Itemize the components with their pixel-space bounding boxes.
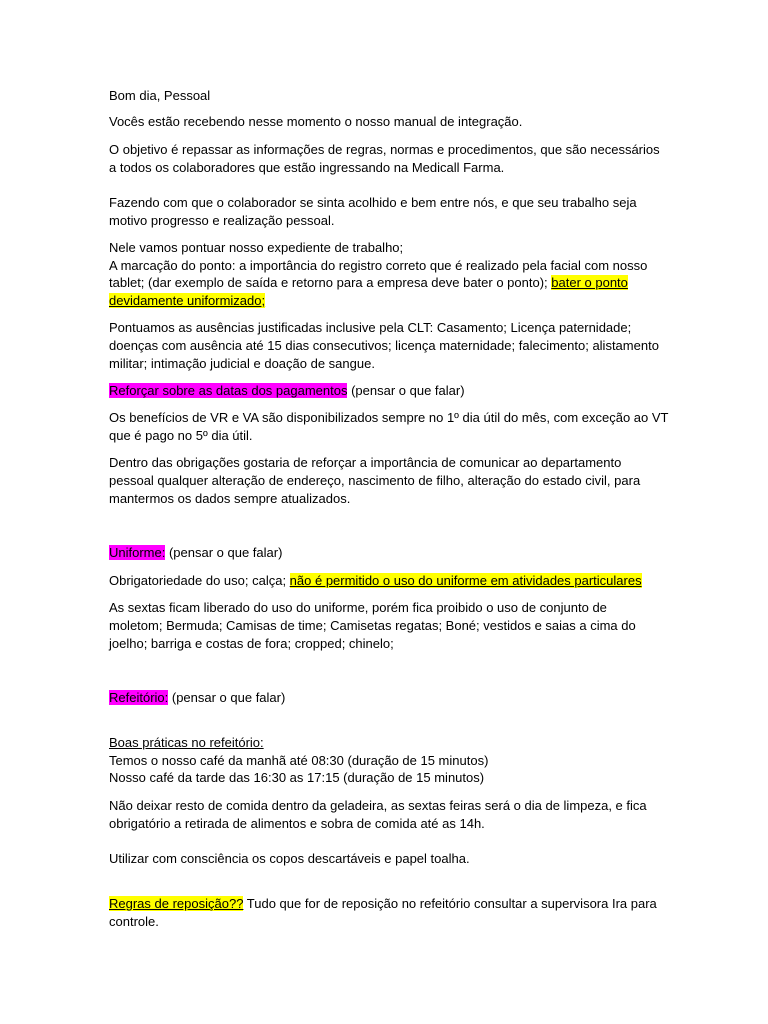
paragraph-afternoon-coffee: Nosso café da tarde das 16:30 as 17:15 (duração de 15 minutos) xyxy=(109,770,485,785)
paragraph-fridays-line2: moletom; Bermuda; Camisas de time; Camisetas regatas; Boné; vestidos e saias a cima do xyxy=(109,618,636,633)
highlight-yellow: devidamente uniformizado; xyxy=(109,293,266,308)
greeting: Bom dia, Pessoal xyxy=(109,88,211,103)
paragraph-fridays-line3: joelho; barriga e costas de fora; cropped; chinelo; xyxy=(109,636,394,651)
paragraph-schedule-line1: Nele vamos pontuar nosso expediente de trabalho; xyxy=(109,240,404,255)
paragraph-schedule-line3 xyxy=(109,274,628,291)
paragraph-schedule-line4 xyxy=(109,292,265,309)
paragraph-fridge-line1: Não deixar resto de comida dentro da geladeira, as sextas feiras será o dia de limpeza, e fica xyxy=(109,798,647,813)
paragraph-breakfast: Temos o nosso café da manhã até 08:30 (duração de 15 minutos) xyxy=(109,753,489,768)
heading-good-practices: Boas práticas no refeitório: xyxy=(109,735,264,750)
paragraph-payments xyxy=(109,382,465,399)
paragraph-disposables: Utilizar com consciência os copos descartáveis e papel toalha. xyxy=(109,851,470,866)
paragraph-obligations-line3: mantermos os dados sempre atualizados. xyxy=(109,491,351,506)
note-text: (pensar o que falar) xyxy=(168,690,286,705)
paragraph-cafeteria xyxy=(109,689,285,706)
highlight-yellow: Regras de reposição?? xyxy=(109,896,244,911)
highlight-magenta: Reforçar sobre as datas dos pagamentos xyxy=(109,383,348,398)
paragraph-schedule-line2: A marcação do ponto: a importância do registro correto que é realizado pela facial com nosso xyxy=(109,258,648,273)
schedule-text: tablet; (dar exemplo de saída e retorno para a empresa deve bater o ponto); xyxy=(109,275,552,290)
paragraph-replenishment-line1 xyxy=(109,895,657,912)
paragraph-objective-line2: a todos os colaboradores que estão ingressando na Medicall Farma. xyxy=(109,160,505,175)
highlight-magenta: Uniforme: xyxy=(109,545,166,560)
paragraph-replenishment-line2: controle. xyxy=(109,914,159,929)
paragraph-objective-line1: O objetivo é repassar as informações de regras, normas e procedimentos, que são necessários xyxy=(109,142,660,157)
paragraph-benefits-line1: Os benefícios de VR e VA são disponibilizados sempre no 1º dia útil do mês, com exceção ao VT xyxy=(109,410,669,425)
note-text: (pensar o que falar) xyxy=(347,383,465,398)
paragraph-absences-line2: doenças com ausência até 15 dias consecutivos; licença maternidade; falecimento; alistamento xyxy=(109,338,659,353)
paragraph-welcome-line2: motivo progresso e realização pessoal. xyxy=(109,213,335,228)
note-text: (pensar o que falar) xyxy=(165,545,283,560)
paragraph-fridge-line2: obrigatório a retirada de alimentos e sobra de comida até as 14h. xyxy=(109,816,485,831)
highlight-yellow: bater o ponto xyxy=(551,275,628,290)
paragraph-uniform xyxy=(109,544,282,561)
paragraph-absences-line1: Pontuamos as ausências justificadas inclusive pela CLT: Casamento; Licença paternidade; xyxy=(109,320,632,335)
uniform-text: Obrigatoriedade do uso; calça; xyxy=(109,573,290,588)
paragraph-absences-line3: militar; intimação judicial e doação de sangue. xyxy=(109,356,375,371)
paragraph-obligations-line2: pessoal qualquer alteração de endereço, nascimento de filho, alteração do estado civil, para xyxy=(109,473,641,488)
paragraph-obligations-line1: Dentro das obrigações gostaria de reforçar a importância de comunicar ao departamento xyxy=(109,455,622,470)
paragraph-uniform-rules xyxy=(109,572,642,589)
paragraph-fridays-line1: As sextas ficam liberado do uso do uniforme, porém fica proibido o uso de conjunto de xyxy=(109,600,607,615)
highlight-yellow: não é permitido o uso do uniforme em atividades particulares xyxy=(289,573,642,588)
replenishment-text: Tudo que for de reposição no refeitório consultar a supervisora Ira para xyxy=(243,896,657,911)
highlight-magenta: Refeitório: xyxy=(109,690,169,705)
paragraph-intro: Vocês estão recebendo nesse momento o nosso manual de integração. xyxy=(109,114,523,129)
paragraph-benefits-line2: que é pago no 5º dia útil. xyxy=(109,428,253,443)
paragraph-welcome-line1: Fazendo com que o colaborador se sinta acolhido e bem entre nós, e que seu trabalho seja xyxy=(109,195,637,210)
